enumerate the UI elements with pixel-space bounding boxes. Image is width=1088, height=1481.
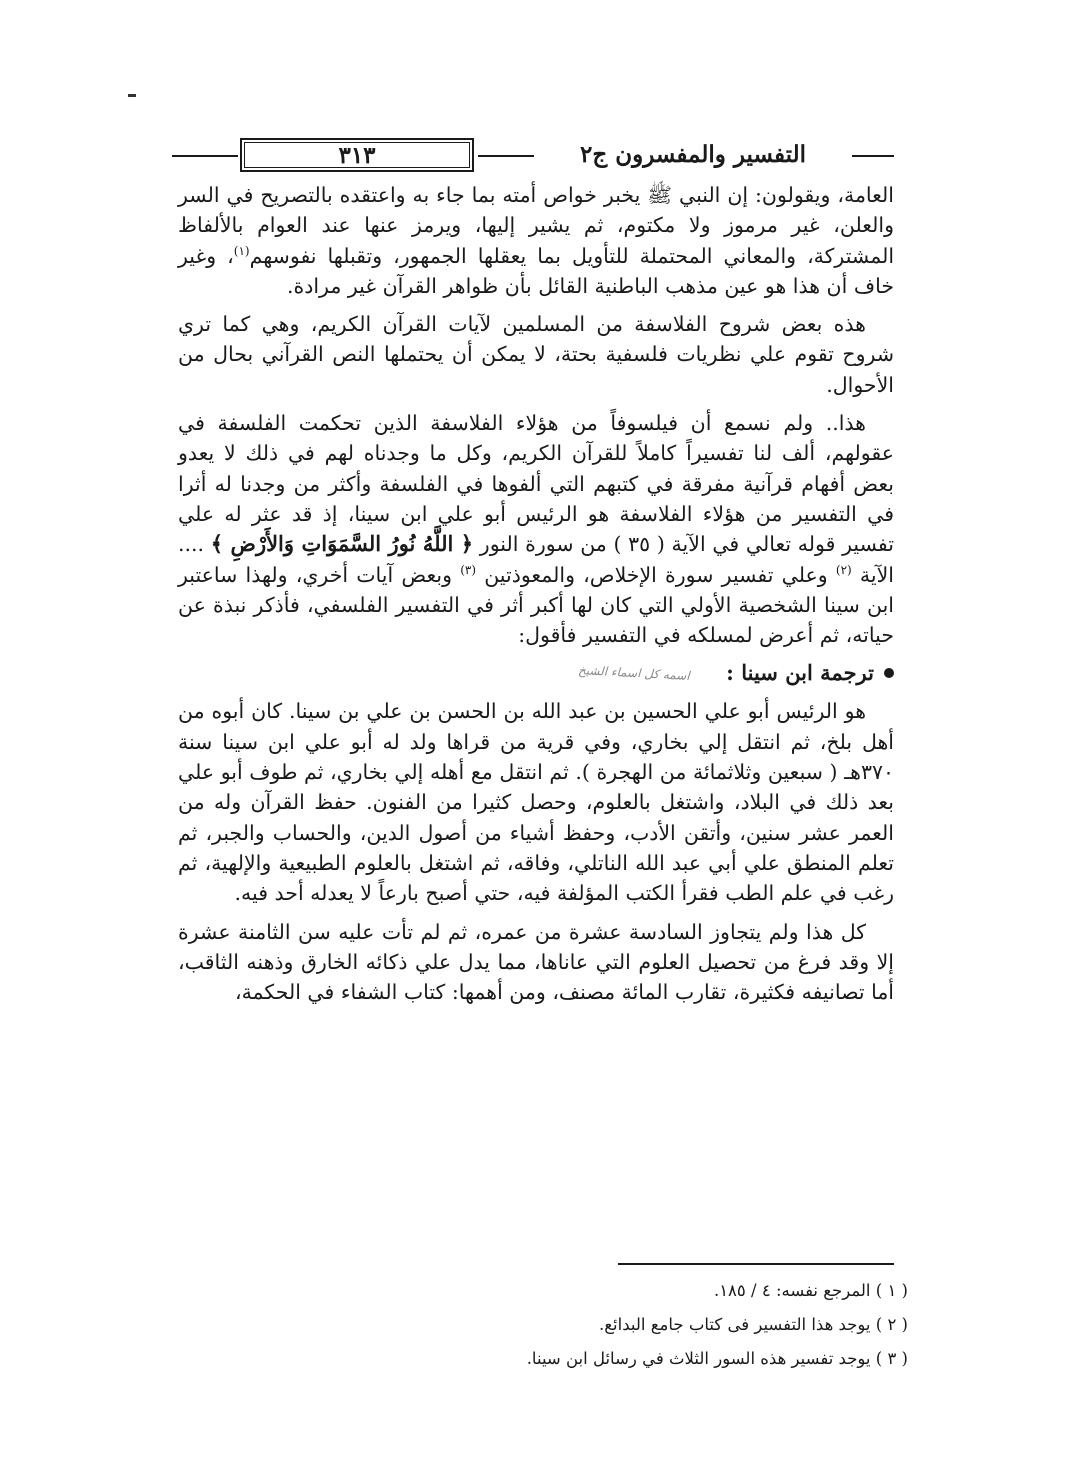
paragraph-3 bbox=[178, 408, 894, 650]
paragraph-3-text-a: هذا.. ولم نسمع أن فيلسوفاً من هؤلاء الفلاسفة الذين تحكمت الفلسفة في عقولهم، ألف لنا تفسيراً كاملاً للقرآن الكريم، وكل ما وجدناه لهم في ذلك لا يعدو بعض أفهام قرآنية مفرقة في كتبهم التي ألفوها في الفلسفة وأكثر من وجدنا له أثرا في التفسير من هؤلاء الفلاسفة هو الرئيس أبو علي ابن سينا، إذ قد عثر له علي تفسير قوله تعالي في الآية ( ٣٥ ) من سورة النور bbox=[178, 411, 894, 557]
page-number: ٣١٣ bbox=[338, 141, 376, 169]
running-title: التفسير والمفسرون ج٢ bbox=[580, 141, 806, 168]
paragraph-3-text-b: .... الآية bbox=[178, 532, 894, 587]
section-heading-text: ترجمة ابن سينا : bbox=[726, 660, 874, 686]
footnote-ref-2: (٢) bbox=[835, 562, 852, 577]
paragraph-1 bbox=[178, 180, 894, 301]
page-header bbox=[172, 136, 894, 176]
footnote-separator bbox=[618, 1263, 894, 1265]
header-rule-middle bbox=[478, 155, 534, 157]
bullet-icon bbox=[884, 668, 894, 678]
paragraph-2: هذه بعض شروح الفلاسفة من المسلمين لآيات القرآن الكريم، وهي كما تري شروح تقوم علي نظريات فلسفية بحتة، لا يمكن أن يحتملها النص القرآني بحال من الأحوال. bbox=[178, 312, 894, 397]
paragraph-1-text-a: العامة، ويقولون: إن النبي ﷺ يخبر خواص أمته بما جاء به واعتقده بالتصريح في السر والعلن، غير مرموز ولا مكتوم، ثم يشير إليها، ويرمز عنها عند العوام بالألفاظ المشتركة، والمعاني المحتملة للتأويل بما يعقلها الجمهور، وتقبلها نفوسهم bbox=[178, 183, 895, 268]
paragraph-3-text-c: وعلي تفسير سورة الإخلاص، والمعوذتين bbox=[484, 562, 828, 587]
footnote-1: ( ١ ) المرجع نفسه: ٤ / ١٨٥. bbox=[713, 1281, 908, 1300]
stray-ink-mark bbox=[128, 94, 136, 97]
footnote-3: ( ٣ ) يوجد تفسير هذه السور الثلاث في رسائل ابن سينا. bbox=[526, 1349, 908, 1368]
footnote-ref-1: (١) bbox=[233, 243, 250, 258]
page-number-box bbox=[240, 138, 474, 172]
quran-verse: ﴿ اللَّهُ نُورُ السَّمَوَاتِ وَالأَرْضِ ﴾ bbox=[210, 531, 474, 557]
header-rule-left bbox=[172, 155, 238, 157]
footnotes bbox=[440, 1274, 908, 1376]
handwritten-annotation: اسمه كل اسماء الشيخ bbox=[578, 663, 691, 684]
paragraph-5: كل هذا ولم يتجاوز السادسة عشرة من عمره، ثم لم تأت عليه سن الثامنة عشرة إلا وقد فرغ من تحصيل العلوم التي عاناها، مما يدل علي ذكائه الخارق وذهنه الثاقب، أما تصانيفه فكثيرة، تقارب المائة مصنف، ومن أهمها: كتاب الشفاء في الحكمة، bbox=[178, 919, 894, 1005]
footnote-2: ( ٢ ) يوجد هذا التفسير فى كتاب جامع البدائع. bbox=[599, 1315, 908, 1334]
section-heading bbox=[178, 658, 894, 688]
paragraph-1-text-b: ، وغير خاف أن هذا هو عين مذهب الباطنية القائل بأن ظواهر القرآن غير مرادة. bbox=[178, 243, 894, 298]
footnote-ref-3: (٣) bbox=[460, 562, 477, 577]
paragraph-4: هو الرئيس أبو علي الحسين بن عبد الله بن الحسن بن علي بن سينا. كان أبوه من أهل بلخ، ثم انتقل إلي بخاري، وفي قرية من قراها ولد له أبو علي ابن سينا سنة ٣٧٠هـ ( سبعين وثلاثمائة من الهجرة ). ثم انتقل مع أهله إلي بخاري، ثم طوف أبو علي بعد ذلك في البلاد، واشتغل بالعلوم، وحصل كثيرا من الفنون. حفظ القرآن وله من العمر عشر سنين، وأتقن الأدب، وحفظ أشياء من أصول الدين، والحساب والجبر، ثم تعلم المنطق علي أبي عبد الله الناتلي، وفاقه، ثم اشتغل بالعلوم الطبيعية والإلهية، ثم رغب في علم الطب فقرأ الكتب المؤلفة فيه، حتي أصبح بارعاً لا يعدله أحد فيه. bbox=[178, 699, 894, 906]
header-rule-right bbox=[852, 155, 894, 157]
paragraph-3-text-d: وبعض آيات أخري، ولهذا ساعتبر ابن سينا الشخصية الأولي التي كان لها أكبر أثر في التفسير الفلسفي، فأذكر نبذة عن حياته، ثم أعرض لمسلكه في التفسير فأقول: bbox=[178, 562, 894, 648]
body-text bbox=[178, 180, 894, 1015]
